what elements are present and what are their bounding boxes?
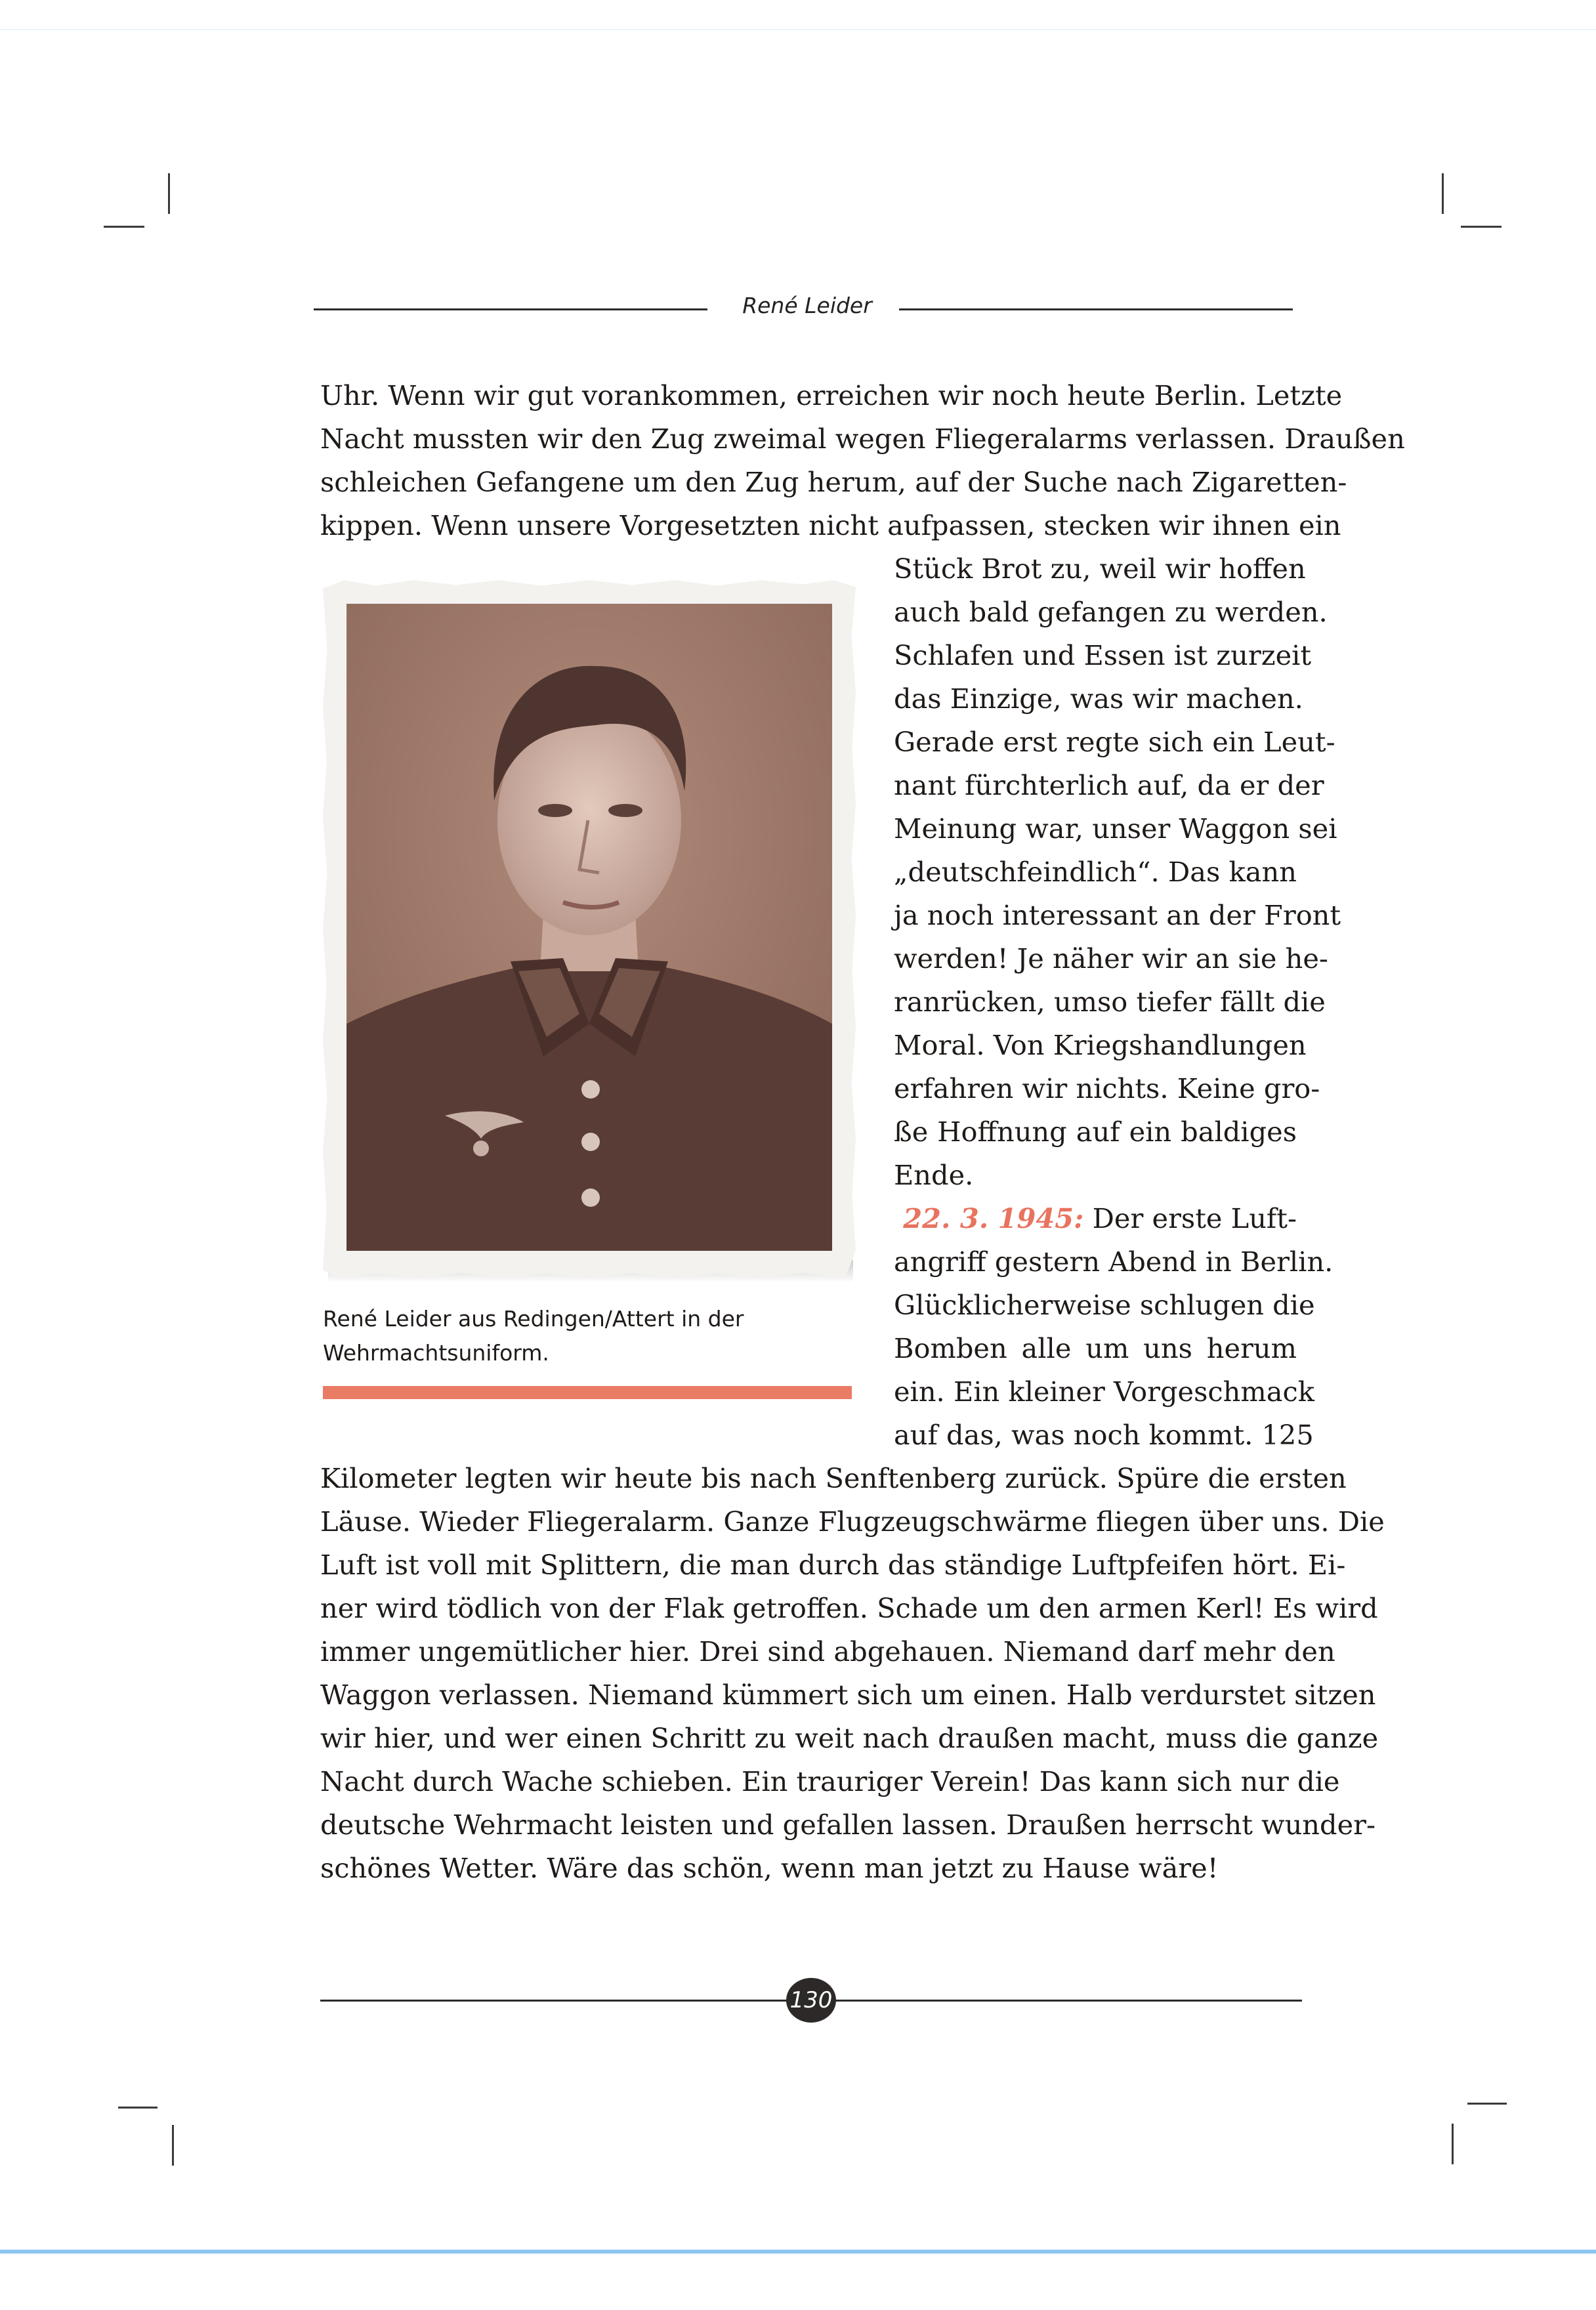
body-text-line: Kilometer legten wir heute bis nach Senftenberg zurück. Spüre die ersten — [320, 1462, 1347, 1494]
body-text-line: Bomben alle um uns herum — [894, 1332, 1297, 1364]
body-text-line: angriff gestern Abend in Berlin. — [894, 1246, 1334, 1278]
header-rule-right — [899, 308, 1293, 310]
scan-edge-top — [0, 29, 1596, 30]
running-head: René Leider — [742, 293, 872, 318]
body-text-line: „deutschfeindlich“. Das kann — [894, 856, 1297, 888]
photo-caption-line: René Leider aus Redingen/Attert in der — [323, 1306, 744, 1332]
body-text-line: Meinung war, unser Waggon sei — [894, 812, 1337, 845]
body-text-line: Stück Brot zu, weil wir hoffen — [894, 553, 1306, 585]
body-text-line: immer ungemütlicher hier. Drei sind abgehauen. Niemand darf mehr den — [320, 1635, 1335, 1668]
body-text-line: Luft ist voll mit Splittern, die man durch das ständige Luftpfeifen hört. Ei- — [320, 1549, 1346, 1581]
body-text-line: nant fürchterlich auf, da er der — [894, 769, 1324, 801]
entry-date: 22. 3. 1945: — [903, 1202, 1084, 1234]
body-text-line: ein. Ein kleiner Vorgeschmack — [894, 1376, 1314, 1408]
body-text-line: Ende. — [894, 1159, 974, 1191]
body-text-line: werden! Je näher wir an sie he- — [894, 942, 1328, 975]
body-text-line: ße Hoffnung auf ein baldiges — [894, 1116, 1297, 1148]
body-text-line: Uhr. Wenn wir gut vorankommen, erreichen wir noch heute Berlin. Letzte — [320, 379, 1343, 411]
portrait-photo — [346, 604, 832, 1251]
body-text-line: Waggon verlassen. Niemand kümmert sich um einen. Halb verdurstet sitzen — [320, 1679, 1376, 1711]
body-text-line: Gerade erst regte sich ein Leut- — [894, 726, 1335, 758]
page-number-badge: 130 — [786, 1978, 836, 2023]
body-text-line: schönes Wetter. Wäre das schön, wenn man jetzt zu Hause wäre! — [320, 1852, 1219, 1884]
crop-mark — [1442, 173, 1444, 214]
body-text-line: das Einzige, was wir machen. — [894, 682, 1303, 715]
crop-mark — [118, 2107, 158, 2109]
entry-date-text: Der erste Luft- — [1083, 1202, 1297, 1234]
scan-edge-bottom — [0, 2250, 1596, 2254]
header-rule-left — [314, 308, 707, 310]
body-text-line: auf das, was noch kommt. 125 — [894, 1419, 1314, 1451]
crop-mark — [168, 173, 170, 214]
crop-mark — [172, 2125, 174, 2166]
body-text-line: ranrücken, umso tiefer fällt die — [894, 986, 1326, 1018]
body-text-line: Schlafen und Essen ist zurzeit — [894, 639, 1312, 671]
body-text-line: Läuse. Wieder Fliegeralarm. Ganze Flugzeugschwärme fliegen über uns. Die — [320, 1505, 1385, 1538]
body-text-line: Moral. Von Kriegshandlungen — [894, 1029, 1307, 1061]
body-text-line: Nacht mussten wir den Zug zweimal wegen Fliegeralarms verlassen. Draußen — [320, 423, 1405, 455]
crop-mark — [1452, 2124, 1454, 2164]
crop-mark — [104, 226, 144, 228]
body-text-line: Glücklicherweise schlugen die — [894, 1289, 1315, 1321]
footer-rule-left — [320, 2000, 788, 2002]
crop-mark — [1467, 2103, 1507, 2105]
caption-accent-bar — [323, 1386, 852, 1399]
crop-mark — [1461, 226, 1502, 228]
body-text-line: erfahren wir nichts. Keine gro- — [894, 1072, 1320, 1104]
dated-entry-line — [894, 1197, 1297, 1240]
body-text-line: schleichen Gefangene um den Zug herum, auf der Suche nach Zigaretten- — [320, 466, 1347, 498]
body-text-line: auch bald gefangen zu werden. — [894, 596, 1328, 628]
body-text-line: deutsche Wehrmacht leisten und gefallen lassen. Draußen herrscht wunder- — [320, 1809, 1376, 1841]
photo-caption-line: Wehrmachtsuniform. — [323, 1340, 549, 1366]
footer-rule-right — [835, 2000, 1302, 2002]
body-text-line: wir hier, und wer einen Schritt zu weit nach draußen macht, muss die ganze — [320, 1722, 1379, 1754]
body-text-line: kippen. Wenn unsere Vorgesetzten nicht aufpassen, stecken wir ihnen ein — [320, 509, 1341, 541]
body-text-line: Nacht durch Wache schieben. Ein trauriger Verein! Das kann sich nur die — [320, 1765, 1340, 1797]
body-text-line: ner wird tödlich von der Flak getroffen. Schade um den armen Kerl! Es wird — [320, 1592, 1378, 1624]
body-text-line: ja noch interessant an der Front — [894, 899, 1341, 931]
